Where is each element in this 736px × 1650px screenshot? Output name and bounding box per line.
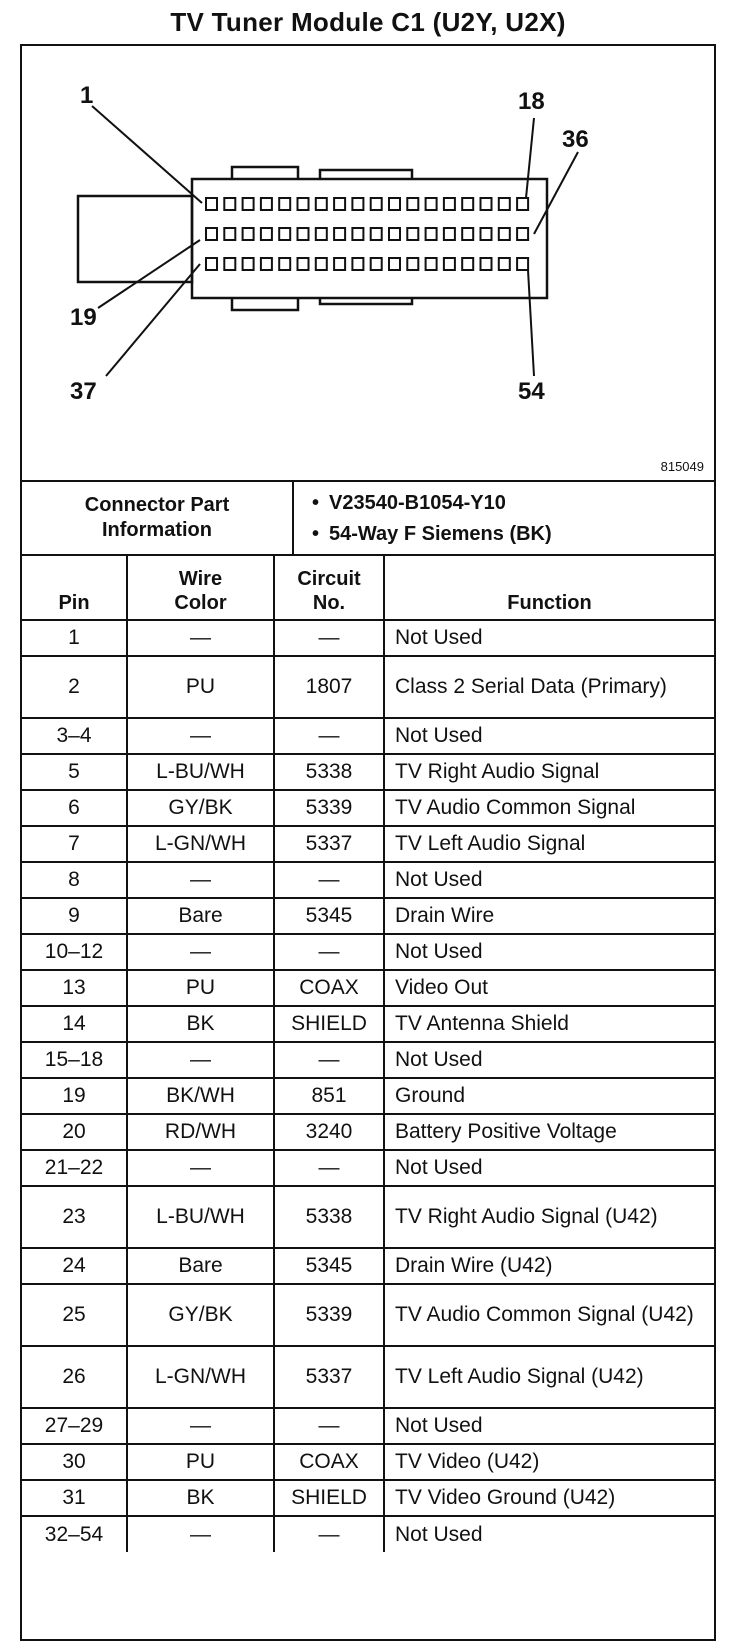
pin-cavity bbox=[462, 228, 473, 240]
table-row bbox=[22, 1248, 714, 1284]
pin-cell: 20 bbox=[22, 1114, 127, 1150]
pin-cavity bbox=[462, 198, 473, 210]
function-cell: Video Out bbox=[384, 970, 714, 1006]
table-row bbox=[22, 718, 714, 754]
function-cell: TV Video Ground (U42) bbox=[384, 1480, 714, 1516]
pin-cavity bbox=[444, 258, 455, 270]
wire-color-cell: BK/WH bbox=[127, 1078, 274, 1114]
pin-cavity bbox=[352, 258, 363, 270]
pin-cavity bbox=[261, 198, 272, 210]
table-row bbox=[22, 1408, 714, 1444]
wire-color-cell: — bbox=[127, 1408, 274, 1444]
function-cell: Drain Wire (U42) bbox=[384, 1248, 714, 1284]
wire-color-cell: — bbox=[127, 862, 274, 898]
pin-label-54: 54 bbox=[518, 378, 545, 405]
pin-cavity bbox=[389, 228, 400, 240]
circuit-cell: 5345 bbox=[274, 898, 384, 934]
pin-cavity bbox=[407, 258, 418, 270]
pin-cell: 19 bbox=[22, 1078, 127, 1114]
table-row bbox=[22, 1516, 714, 1552]
circuit-cell: — bbox=[274, 1516, 384, 1552]
function-cell: Not Used bbox=[384, 1408, 714, 1444]
pin-cell: 7 bbox=[22, 826, 127, 862]
pin-cell: 9 bbox=[22, 898, 127, 934]
pin-cell: 27–29 bbox=[22, 1408, 127, 1444]
wire-color-cell: Bare bbox=[127, 898, 274, 934]
table-row bbox=[22, 620, 714, 656]
pin-cavity bbox=[517, 258, 528, 270]
wire-color-cell: PU bbox=[127, 656, 274, 718]
table-row bbox=[22, 1150, 714, 1186]
pin-cavity bbox=[316, 228, 327, 240]
connector-bottom-tab-left bbox=[232, 298, 298, 310]
function-cell: TV Left Audio Signal bbox=[384, 826, 714, 862]
pin-cell: 5 bbox=[22, 754, 127, 790]
pin-cavity bbox=[389, 198, 400, 210]
table-row bbox=[22, 1444, 714, 1480]
wire-color-cell: L-BU/WH bbox=[127, 754, 274, 790]
leader-line-18 bbox=[526, 118, 534, 198]
circuit-cell: 5338 bbox=[274, 1186, 384, 1248]
pin-cavity bbox=[481, 228, 492, 240]
pin-cavity bbox=[243, 228, 254, 240]
pin-cavity bbox=[224, 258, 235, 270]
figure-id: 815049 bbox=[660, 459, 704, 474]
pin-cavity bbox=[499, 258, 510, 270]
table-row bbox=[22, 1006, 714, 1042]
pin-cavity bbox=[334, 198, 345, 210]
table-row bbox=[22, 656, 714, 718]
circuit-cell: — bbox=[274, 1150, 384, 1186]
table-row bbox=[22, 1346, 714, 1408]
pin-cavity bbox=[517, 228, 528, 240]
pin-cavity bbox=[371, 258, 382, 270]
pin-cell: 8 bbox=[22, 862, 127, 898]
pin-cavity bbox=[352, 198, 363, 210]
connector-drawing bbox=[22, 46, 714, 482]
wire-color-cell: GY/BK bbox=[127, 790, 274, 826]
pin-cavity bbox=[316, 198, 327, 210]
function-cell: TV Left Audio Signal (U42) bbox=[384, 1346, 714, 1408]
pin-label-19: 19 bbox=[70, 304, 97, 331]
wire-color-cell: — bbox=[127, 1516, 274, 1552]
pin-label-18: 18 bbox=[518, 88, 545, 115]
function-cell: TV Audio Common Signal bbox=[384, 790, 714, 826]
connector-info-values bbox=[312, 488, 552, 550]
connector-info bbox=[22, 482, 714, 556]
pin-cavity bbox=[243, 198, 254, 210]
function-cell: TV Video (U42) bbox=[384, 1444, 714, 1480]
circuit-cell: SHIELD bbox=[274, 1480, 384, 1516]
circuit-cell: 1807 bbox=[274, 656, 384, 718]
pin-cell: 14 bbox=[22, 1006, 127, 1042]
pin-cavity bbox=[517, 198, 528, 210]
pin-cell: 15–18 bbox=[22, 1042, 127, 1078]
function-cell: Battery Positive Voltage bbox=[384, 1114, 714, 1150]
pin-cavity bbox=[206, 258, 217, 270]
pin-cavity bbox=[298, 228, 309, 240]
pin-cell: 24 bbox=[22, 1248, 127, 1284]
pin-cavity bbox=[224, 198, 235, 210]
pin-cavity bbox=[261, 258, 272, 270]
wire-color-cell: PU bbox=[127, 970, 274, 1006]
connector-part-number: • V23540-B1054-Y10 bbox=[312, 488, 552, 519]
wire-color-cell: Bare bbox=[127, 1248, 274, 1284]
pin-cavity bbox=[316, 258, 327, 270]
pin-cavity bbox=[499, 198, 510, 210]
circuit-cell: — bbox=[274, 862, 384, 898]
pin-cell: 23 bbox=[22, 1186, 127, 1248]
wire-color-cell: — bbox=[127, 1042, 274, 1078]
connector-diagram bbox=[22, 46, 714, 482]
circuit-cell: 5339 bbox=[274, 790, 384, 826]
wire-color-cell: L-GN/WH bbox=[127, 1346, 274, 1408]
pin-cavity bbox=[389, 258, 400, 270]
pin-cavity bbox=[444, 228, 455, 240]
circuit-cell: — bbox=[274, 1408, 384, 1444]
wire-color-cell: — bbox=[127, 1150, 274, 1186]
function-cell: Not Used bbox=[384, 1042, 714, 1078]
table-row bbox=[22, 1114, 714, 1150]
pin-cavity bbox=[298, 198, 309, 210]
table-row bbox=[22, 970, 714, 1006]
leader-line-36 bbox=[534, 152, 578, 234]
pin-label-1: 1 bbox=[80, 82, 94, 109]
pin-grid bbox=[206, 198, 528, 270]
wire-color-cell: L-GN/WH bbox=[127, 826, 274, 862]
wire-color-cell: PU bbox=[127, 1444, 274, 1480]
pin-label-36: 36 bbox=[562, 126, 589, 153]
wire-color-cell: BK bbox=[127, 1480, 274, 1516]
connector-top-tab-right bbox=[320, 170, 412, 179]
table-row bbox=[22, 862, 714, 898]
circuit-cell: — bbox=[274, 620, 384, 656]
pin-cavity bbox=[444, 198, 455, 210]
pin-cell: 30 bbox=[22, 1444, 127, 1480]
function-cell: Drain Wire bbox=[384, 898, 714, 934]
col-header-function: Function bbox=[384, 556, 714, 620]
pin-cavity bbox=[279, 228, 290, 240]
pin-cavity bbox=[371, 228, 382, 240]
leader-line-19 bbox=[98, 240, 200, 308]
pin-cell: 26 bbox=[22, 1346, 127, 1408]
function-cell: Ground bbox=[384, 1078, 714, 1114]
circuit-cell: 851 bbox=[274, 1078, 384, 1114]
circuit-cell: 5345 bbox=[274, 1248, 384, 1284]
circuit-cell: — bbox=[274, 1042, 384, 1078]
pin-cell: 1 bbox=[22, 620, 127, 656]
col-header-wire-color: Wire Color bbox=[127, 556, 274, 620]
pin-cavity bbox=[462, 258, 473, 270]
circuit-cell: SHIELD bbox=[274, 1006, 384, 1042]
function-cell: Not Used bbox=[384, 862, 714, 898]
pin-cavity bbox=[499, 228, 510, 240]
wire-color-cell: GY/BK bbox=[127, 1284, 274, 1346]
pin-cavity bbox=[371, 198, 382, 210]
col-header-circuit: Circuit No. bbox=[274, 556, 384, 620]
connector-body bbox=[192, 179, 547, 298]
function-cell: Not Used bbox=[384, 1516, 714, 1552]
circuit-cell: COAX bbox=[274, 970, 384, 1006]
table-row bbox=[22, 754, 714, 790]
col-header-pin: Pin bbox=[22, 556, 127, 620]
leader-line-54 bbox=[528, 270, 534, 376]
pin-cell: 2 bbox=[22, 656, 127, 718]
table-row bbox=[22, 826, 714, 862]
circuit-cell: — bbox=[274, 934, 384, 970]
page-title: TV Tuner Module C1 (U2Y, U2X) bbox=[170, 7, 566, 37]
circuit-cell: 3240 bbox=[274, 1114, 384, 1150]
table-row bbox=[22, 1186, 714, 1248]
pin-table bbox=[22, 556, 714, 1552]
connector-latch bbox=[78, 196, 192, 282]
leader-line-1 bbox=[92, 106, 202, 203]
table-row bbox=[22, 934, 714, 970]
pin-cell: 13 bbox=[22, 970, 127, 1006]
pin-cavity bbox=[243, 258, 254, 270]
pin-cavity bbox=[426, 258, 437, 270]
pin-cavity bbox=[426, 228, 437, 240]
circuit-cell: 5337 bbox=[274, 826, 384, 862]
pin-cell: 10–12 bbox=[22, 934, 127, 970]
function-cell: Class 2 Serial Data (Primary) bbox=[384, 656, 714, 718]
table-row bbox=[22, 1284, 714, 1346]
pin-cell: 31 bbox=[22, 1480, 127, 1516]
pin-cavity bbox=[481, 198, 492, 210]
wire-color-cell: — bbox=[127, 718, 274, 754]
pin-cell: 6 bbox=[22, 790, 127, 826]
table-row bbox=[22, 1042, 714, 1078]
connector-top-tab-left bbox=[232, 167, 298, 179]
pin-cavity bbox=[279, 198, 290, 210]
connector-type: • 54-Way F Siemens (BK) bbox=[312, 519, 552, 550]
pin-cavity bbox=[206, 228, 217, 240]
connector-info-label: Connector Part Information bbox=[22, 482, 294, 554]
pin-cavity bbox=[426, 198, 437, 210]
pin-cavity bbox=[334, 258, 345, 270]
function-cell: TV Audio Common Signal (U42) bbox=[384, 1284, 714, 1346]
wire-color-cell: — bbox=[127, 620, 274, 656]
circuit-cell: — bbox=[274, 718, 384, 754]
pin-cell: 3–4 bbox=[22, 718, 127, 754]
pin-cavity bbox=[224, 228, 235, 240]
pin-cell: 25 bbox=[22, 1284, 127, 1346]
wire-color-cell: L-BU/WH bbox=[127, 1186, 274, 1248]
function-cell: TV Antenna Shield bbox=[384, 1006, 714, 1042]
table-row bbox=[22, 1078, 714, 1114]
pin-cavity bbox=[298, 258, 309, 270]
pin-label-37: 37 bbox=[70, 378, 97, 405]
table-row bbox=[22, 1480, 714, 1516]
circuit-cell: 5338 bbox=[274, 754, 384, 790]
table-row bbox=[22, 790, 714, 826]
function-cell: TV Right Audio Signal (U42) bbox=[384, 1186, 714, 1248]
pin-cavity bbox=[407, 198, 418, 210]
pin-cavity bbox=[481, 258, 492, 270]
function-cell: Not Used bbox=[384, 620, 714, 656]
wire-color-cell: BK bbox=[127, 1006, 274, 1042]
table-row bbox=[22, 898, 714, 934]
circuit-cell: 5339 bbox=[274, 1284, 384, 1346]
function-cell: TV Right Audio Signal bbox=[384, 754, 714, 790]
wire-color-cell: RD/WH bbox=[127, 1114, 274, 1150]
wire-color-cell: — bbox=[127, 934, 274, 970]
pin-cavity bbox=[407, 228, 418, 240]
pin-cavity bbox=[261, 228, 272, 240]
pin-cell: 21–22 bbox=[22, 1150, 127, 1186]
pin-cavity bbox=[334, 228, 345, 240]
function-cell: Not Used bbox=[384, 934, 714, 970]
table-header-row bbox=[22, 556, 714, 620]
pin-cell: 32–54 bbox=[22, 1516, 127, 1552]
pin-cavity bbox=[206, 198, 217, 210]
function-cell: Not Used bbox=[384, 1150, 714, 1186]
circuit-cell: COAX bbox=[274, 1444, 384, 1480]
pin-cavity bbox=[352, 228, 363, 240]
pin-cavity bbox=[279, 258, 290, 270]
function-cell: Not Used bbox=[384, 718, 714, 754]
circuit-cell: 5337 bbox=[274, 1346, 384, 1408]
